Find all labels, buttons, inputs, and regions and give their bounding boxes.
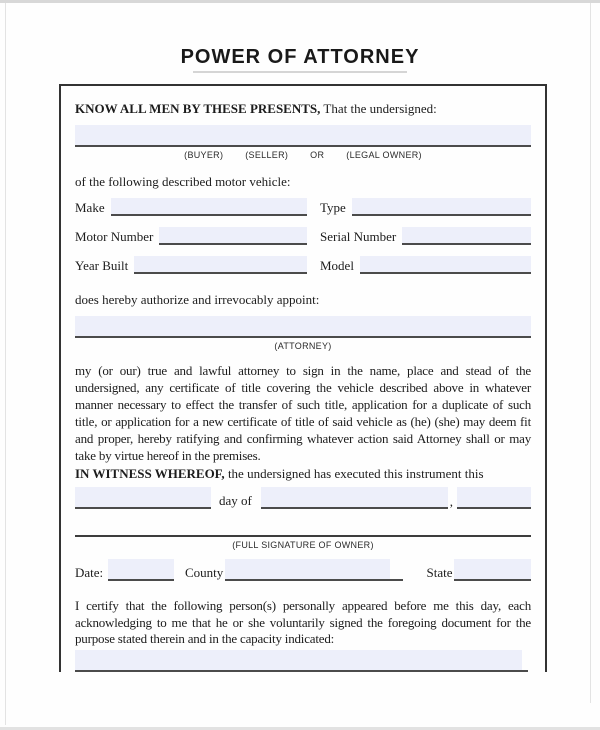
state-label: State [426,565,453,580]
serial-number-input[interactable] [402,227,531,243]
appeared-persons-input[interactable] [75,650,522,670]
model-input[interactable] [360,256,531,272]
scan-edge-right [590,3,591,703]
execution-month-input[interactable] [261,487,448,507]
buyer-caption: (BUYER) [184,150,224,160]
motor-number-label: Motor Number [75,229,154,244]
witness-statement-bold: IN WITNESS WHEREOF, [75,466,225,481]
notary-row [75,559,531,581]
county-label: County [185,565,224,580]
title-underline [193,71,407,73]
state-input[interactable] [454,559,531,579]
appoint-statement: does hereby authorize and irrevocably appoint: [75,292,320,307]
year-built-input[interactable] [134,256,307,272]
execution-year-line [457,487,531,509]
make-input[interactable] [111,198,307,214]
opening-statement-bold: KNOW ALL MEN BY THESE PRESENTS, [75,101,321,116]
opening-statement [75,101,531,117]
owner-signature-line [75,535,531,537]
make-line [111,198,307,216]
motor-number-field-row [75,227,307,245]
powers-paragraph: my (or our) true and lawful attorney to sign in the name, place and stead of the undersigned, any certificate of title covering the vehicle described above in whatever manner necessary to effect the transfer of such title, application for a duplicate of such title, or application for a new certificate of title of said vehicle as (he) (she) may deem fit and proper, hereby ratifying and confirming whatever action said Attorney shall or may take by virtue hereof in the premises. [75,363,531,463]
execution-day-input[interactable] [75,487,211,507]
execution-month-line [261,487,448,509]
witness-statement [75,466,531,482]
year-built-line [134,256,307,274]
opening-statement-rest: That the undersigned: [320,101,437,116]
seller-caption: (SELLER) [245,150,289,160]
page-title: POWER OF ATTORNEY [180,46,420,68]
county-line [225,559,402,581]
year-built-label: Year Built [75,258,129,273]
date-input[interactable] [108,559,174,579]
day-of-label: day of [219,493,252,508]
type-input[interactable] [352,198,531,214]
vehicle-fields-grid [75,198,531,274]
county-input[interactable] [225,559,390,579]
state-line [454,559,531,581]
serial-number-field-row [320,227,531,245]
serial-number-label: Serial Number [320,229,397,244]
model-label: Model [320,258,354,273]
type-line [352,198,531,216]
witness-statement-rest: the undersigned has executed this instrument this [224,466,484,481]
attorney-caption: (ATTORNEY) [274,341,332,351]
role-captions [75,150,531,160]
comma-separator: , [449,494,453,509]
make-label: Make [75,200,105,215]
serial-number-line [402,227,531,245]
signature-caption: (FULL SIGNATURE OF OWNER) [232,540,374,550]
appeared-persons-line [75,650,528,672]
model-field-row [320,256,531,274]
year-built-field-row [75,256,307,274]
date-label: Date: [75,565,104,580]
attorney-name-input[interactable] [75,316,531,336]
motor-number-input[interactable] [159,227,307,243]
date-line [108,559,174,581]
certify-paragraph: I certify that the following person(s) personally appeared before me this day, each acknowledging to me that he or she voluntarily signed the foregoing document for the purpose stated therein and in the capacity indicated: [75,598,531,646]
execution-year-input[interactable] [457,487,531,507]
attorney-name-line [75,316,531,338]
type-field-row [320,198,531,216]
or-caption: OR [310,150,325,160]
type-label: Type [320,200,346,215]
vehicle-intro: of the following described motor vehicle: [75,174,291,189]
scan-edge-left [5,3,6,725]
legal-owner-caption: (LEGAL OWNER) [346,150,422,160]
execution-day-line [75,487,211,509]
motor-number-line [159,227,307,245]
owner-name-line [75,125,531,147]
execution-date-row [75,487,531,509]
owner-name-input[interactable] [75,125,531,145]
make-field-row [75,198,307,216]
form-box [59,84,547,672]
scan-edge-top [0,0,600,3]
model-line [360,256,531,274]
